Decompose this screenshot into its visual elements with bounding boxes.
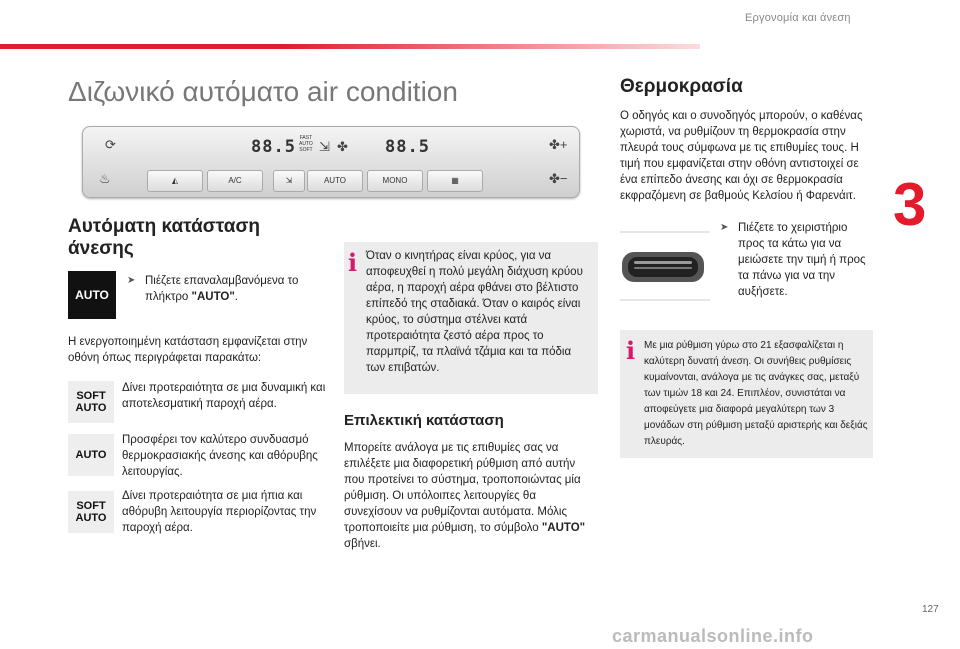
watermark: carmanualsonline.info [612,626,814,646]
info-box-temperature [620,330,873,458]
left-temp-display: 88.5 [251,137,296,157]
soft-auto-badge: SOFT AUTO [68,381,114,423]
fan-minus-icon: ✤− [549,171,568,186]
air-distribution-button: ⇲ [273,170,305,192]
selective-section-heading: Επιλεκτική κατάσταση [344,412,504,429]
bullet-arrow-icon: ➤ [720,222,729,233]
auto-section-heading: Αυτόματη κατάσταση άνεσης [68,216,261,259]
temperature-heading: Θερμοκρασία [620,76,743,97]
chapter-number: 3 [893,171,927,238]
page-number: 127 [922,604,939,615]
auto-intro: Η ενεργοποιημένη κατάσταση εμφανίζεται στην οθόνη όπως περιγράφεται παρακάτω: [68,336,308,364]
temperature-bullet: ➤ Πιέζετε το χειριστήριο προς τα κάτω για να μειώσετε την τιμή ή προς τα πάνω για να την αυξήσετε. [720,222,866,298]
info-icon: i [348,248,358,277]
mode-description: Δίνει προτεραιότητα σε μια ήπια και αθόρυβη λειτουργία περιορίζοντας την παροχή αέρα. [122,490,317,534]
seat-heat-icon: ♨ [99,171,111,186]
recirculation-icon: ⟳ [105,137,116,152]
rear-defrost-button: ▦ [427,170,483,192]
auto-badge: AUTO [68,434,114,476]
auto-bullet: ➤ Πιέζετε επαναλαμβανόμενα το πλήκτρο "AUTO". [127,275,299,303]
bullet-arrow-icon: ➤ [127,275,136,286]
top-accent-bar [0,44,700,49]
info-text: Όταν ο κινητήρας είναι κρύος, για να αποφευχθεί η πολύ μεγάλη διάχυση κρύου αέρα, η παροχή αέρα φθάνει στο βέλτιστο επίπεδό της σταδιακά. Όταν ο καιρός είναι κρύος, το σύστημα στέλνει κατά προτεραιότητα ζεστό αέρα προς το παρμπρίζ, τα πλαϊνά τζάμια και τα πόδια των επιβατών. [366,250,583,374]
page-title: Διζωνικό αυτόματο air condition [68,76,458,107]
auto-button: AUTO [307,170,363,192]
mode-mini-labels: FAST AUTO SOFT [299,135,313,153]
ac-button: A/C [207,170,263,192]
info-text: Με μια ρύθμιση γύρω στο 21 εξασφαλίζεται η καλύτερη δυνατή άνεση. Οι συνήθεις ρυθμίσεις κυμαίνονται, ανάλογα με τις ανάγκες σας, μεταξύ των τιμών 18 και 24. Επιπλέον, συνιστάται να αποφεύγετε μια διαφορά μεγαλύτερη των 3 μονάδων στη ρύθμιση μεταξύ αριστερής και δεξιάς πλευράς. [644,340,868,447]
airflow-icon: ⇲ [319,139,330,154]
fan-icon: ✤ [337,139,348,154]
soft-auto-badge: SOFT AUTO [68,491,114,533]
selective-text: Μπορείτε ανάλογα με τις επιθυμίες σας να επιλέξετε μια διαφορετική ρύθμιση από αυτήν που προτείνει το σύστημα, τροποποιώντας μία ρύθμιση. Οι υπόλοιπες λειτουργίες θα συνεχίσουν να ρυθμίζονται αυτόματα. Μόλις τροποποιείτε μια ρύθμιση, το σύμβολο "AUTO" σβήνει. [344,442,586,550]
front-defrost-button: ◭ [147,170,203,192]
info-box-cold-engine [344,242,598,394]
mode-description: Προσφέρει τον καλύτερο συνδυασμό θερμοκρασιακής άνεσης και αθόρυβης λειτουργίας. [122,434,318,478]
info-icon: i [626,336,636,365]
fan-plus-icon: ✤+ [549,137,568,152]
temperature-control-image [620,226,710,306]
mode-description: Δίνει προτεραιότητα σε μια δυναμική και αποτελεσματική παροχή αέρα. [122,382,326,410]
mono-button: MONO [367,170,423,192]
right-temp-display: 88.5 [385,137,430,157]
auto-key-image: AUTO [68,271,116,319]
climate-panel-image [82,126,580,198]
running-title: Εργονομία και άνεση [745,12,851,24]
temperature-text: Ο οδηγός και ο συνοδηγός μπορούν, ο καθένας χωριστά, να ρυθμίζουν τη θερμοκρασία στην πλευρά τους σύμφωνα με τις επιθυμίες τους. Η τιμή που εμφανίζεται στην οθόνη αντιστοιχεί σε ένα επίπεδο άνεσης και όχι σε θερμοκρασία εκφραζόμενη σε βαθμούς Κελσίου ή Φαρενάιτ. [620,110,863,202]
